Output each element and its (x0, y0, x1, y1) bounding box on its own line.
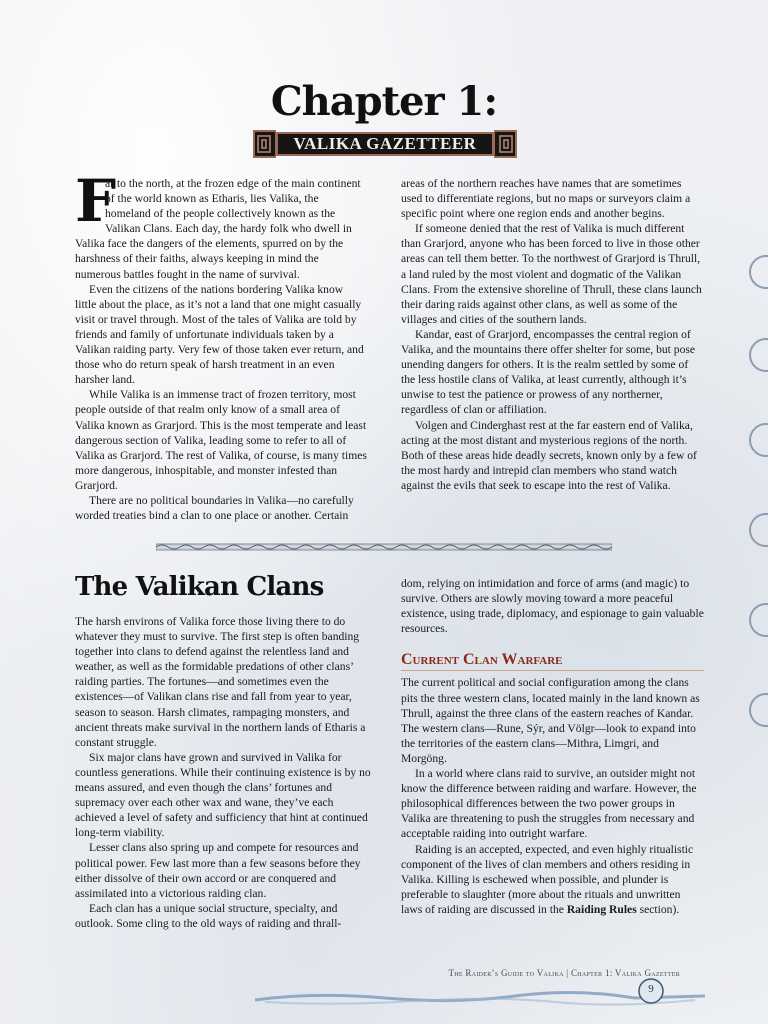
chapter-title: Chapter 1: (270, 78, 498, 125)
intro-paragraph-5: areas of the northern reaches have names that are sometimes used to differentiate regions, but no maps or surveyors claim a specific point where one region ends and another begins. (401, 177, 691, 221)
chapter-banner (252, 127, 518, 161)
raiding-rules-reference: Raiding Rules (566, 902, 637, 916)
intro-column-left (75, 167, 367, 523)
clans-paragraph-5: dom, relying on intimidation and force of arms (and magic) to survive. Others are slowly moving toward a more peaceful existence, using trade, diplomacy, and espionage to gain valuable resources. (401, 577, 704, 636)
clans-paragraph-4: Each clan has a unique social structure, specialty, and outlook. Some cling to the old ways of raiding and thrall- (75, 901, 342, 930)
footer-book-title: The Raider’s Guide to Valika (448, 968, 564, 978)
intro-paragraph-1: F ar to the north, at the frozen edge of the main continent of the world known as Etharis, lies Valika, the homeland of the people collectively known as the Valikan Clans. Each day, the hardy folk who dwell in Valika face the dangers of the elements, spurred on by the harshness of their faiths, always keeping in mind the numerous battles fought in the name of survival. (75, 167, 361, 281)
footer-chapter-title: Chapter 1: Valika Gazetter (570, 968, 680, 978)
running-footer (380, 968, 680, 978)
clans-column-right (401, 576, 704, 917)
footer-separator: | (566, 968, 569, 978)
intro-column-right (401, 176, 704, 493)
chapter-subtitle: VALIKA GAZETTEER (293, 134, 477, 153)
intro-paragraph-6: If someone denied that the rest of Valika is much different than Grarjord, anyone who has been forced to live in those other areas can tell them better. To the northwest of Grarjord is Thrull, a land ruled by the most violent and dogmatic of the Valikan Clans. From the extensive shoreline of Thrull, these clans launch their daring raids against other clans, as well as some of the villages and cities of the southern lands. (401, 222, 702, 326)
warfare-paragraph-2: In a world where clans raid to survive, an outsider might not know the difference between raiding and warfare. However, the philosophical differences between the two power groups in Valika are threatening to push the struggles from necessary and acceptable raiding into outright warfare. (401, 767, 697, 841)
intro-paragraph-8: Volgen and Cinderghast rest at the far eastern end of Valika, acting at the most distant and mysterious regions of the north. Both of these areas hide deadly secrets, known only by a few of the most hardy and intrepid clan members who stand watch against the evils that seek to escape into the rest of Valika. (401, 418, 697, 492)
clans-paragraph-2: Six major clans have grown and survived in Valika for countless generations. While their continuing existence is by no means assured, and even though the clans’ fortunes and supremacy over each other wax and wane, they’ve each achieved a level of safety and sufficiency that hint at continued long-term viability. (75, 750, 371, 840)
drop-cap: F (75, 167, 117, 235)
warfare-paragraph-3: Raiding is an accepted, expected, and even highly ritualistic component of the lives of clan members and others residing in Valika. Killing is eschewed when possible, and plunder is preferable to slaughter (more about the rituals and unwritten laws of raiding are discussed in the Raiding Rules section). (401, 842, 694, 916)
clans-column-left (75, 614, 373, 931)
clans-paragraph-3: Lesser clans also spring up and compete for resources and political power. Few last more than a few seasons before they either dissolve of their own accord or are conquered and assimilated into a victorious raiding clan. (75, 841, 361, 900)
section-divider (156, 542, 612, 552)
page-number: 9 (648, 983, 654, 995)
footer-ornament (255, 978, 705, 1018)
intro-paragraph-3: While Valika is an immense tract of frozen territory, most people outside of that realm only know of a small area of Valika known as Grarjord. This is the most temperate and least dangerous section of Valika, leading some to refer to all of Valika as Grarjord. The rest of Valika, of course, is many times more dangerous, inhospitable, and monster infested than Grarjord. (75, 388, 367, 492)
side-emblems (728, 250, 768, 750)
intro-paragraph-2: Even the citizens of the nations bordering Valika know little about the place, as it’s not a land that one might casually visit or travel through. Most of the tales of Valika are told by friends and family of unfortunate individuals taken by a Valikan raiding party. Very few of those taken ever return, and those who do return speak of harsh treatment in an even harsher land. (75, 282, 364, 387)
intro-paragraph-4: There are no political boundaries in Valika—no carefully worded treaties bind a clan to one place or another. Certain (75, 493, 354, 523)
clans-paragraph-1: The harsh environs of Valika force those living there to do whatever they must to survive. The first step is often banding together into clans to defend against the relentless land and weather, as well as the formidable predations of other clans’ raiding parties. The fortunes—and sometimes even the existences—of Valikan clans rise and fall from year to year, season to season. Harsh climates, rampaging monsters, and ancient threats make survival in the northern lands of Etharis a constant struggle. (75, 615, 366, 749)
intro-paragraph-7: Kandar, east of Grarjord, encompasses the central region of Valika, and the mountains there offer shelter for some, but pose unending dangers for others. It is the realm settled by some of the less hostile clans of Valika, at least currently, although it’s unwise to test the patience or prowess of any northerner, regardless of clan or affiliation. (401, 327, 696, 417)
banner-knot-left (252, 127, 276, 161)
subsection-heading: Current Clan Warfare (401, 652, 704, 671)
warfare-paragraph-1: The current political and social configuration among the clans pits the three western clans, located mainly in the land known as Thrull, against the three clans of the eastern reaches of Kandar. The western clans—Rune, Sýr, and Völgr—look to expand into the territories of the eastern clans—Mithra, Limgri, and Morgöng. (401, 676, 700, 765)
section-title: The Valikan Clans (75, 572, 324, 602)
banner-knot-right (494, 127, 518, 161)
